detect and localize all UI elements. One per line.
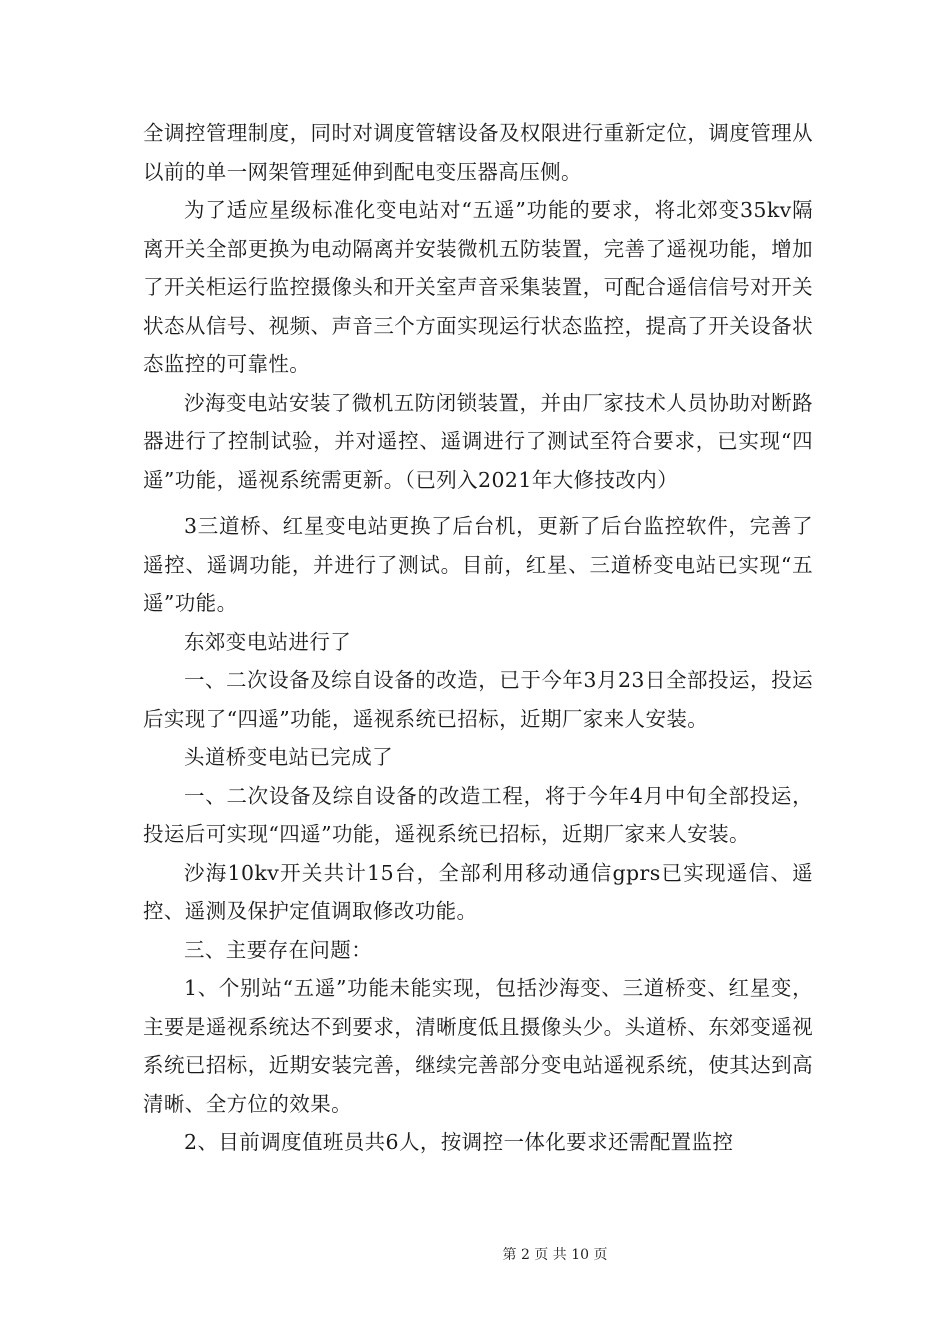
paragraph-1: 全调控管理制度，同时对调度管辖设备及权限进行重新定位，调度管理从以前的单一网架管理延伸到配电变压器高压侧。 <box>143 121 813 184</box>
paragraph-2: 为了适应星级标准化变电站对“五遥”功能的要求，将北郊变35kv隔离开关全部更换为电动隔离并安装微机五防装置，完善了遥视功能，增加了开关柜运行监控摄像头和开关室声音采集装置，可配合遥信信号对开关状态从信号、视频、声音三个方面实现运行状态监控，提高了开关设备状态监控的可靠性。 <box>143 198 813 376</box>
page-number-label: 第 2 页 共 10 页 <box>502 1247 608 1263</box>
paragraph-6: 一、二次设备及综自设备的改造，已于今年3月23日全部投运，投运后实现了“四遥”功能，遥视系统已招标，近期厂家来人安装。 <box>143 668 813 731</box>
paragraph-9: 沙海10kv开关共计15台，全部利用移动通信gprs已实现遥信、遥控、遥测及保护定值调取修改功能。 <box>143 860 813 923</box>
paragraph-7: 头道桥变电站已完成了 <box>184 745 393 769</box>
page-footer <box>0 1246 950 1264</box>
paragraph-3: 沙海变电站安装了微机五防闭锁装置，并由厂家技术人员协助对断路器进行了控制试验，并对遥控、遥调进行了测试至符合要求，已实现“四遥”功能，遥视系统需更新。（已列入2021年大修技改内） <box>143 390 813 492</box>
paragraph-8: 一、二次设备及综自设备的改造工程，将于今年4月中旬全部投运，投运后可实现“四遥”功能，遥视系统已招标，近期厂家来人安装。 <box>143 783 813 846</box>
paragraph-11: 2、目前调度值班员共6人，按调控一体化要求还需配置监控 <box>184 1130 734 1154</box>
paragraph-10: 1、个别站“五遥”功能未能实现，包括沙海变、三道桥变、红星变，主要是遥视系统达不到要求，清晰度低且摄像头少。头道桥、东郊变遥视系统已招标，近期安装完善，继续完善部分变电站遥视系统，使其达到高清晰、全方位的效果。 <box>143 976 813 1116</box>
paragraph-5: 东郊变电站进行了 <box>184 629 352 654</box>
section-heading: 三、主要存在问题： <box>184 937 373 962</box>
paragraph-4: 3三道桥、红星变电站更换了后台机，更新了后台监控软件，完善了遥控、遥调功能，并进行了测试。目前，红星、三道桥变电站已实现“五遥”功能。 <box>143 514 813 615</box>
document-body <box>143 114 813 1162</box>
